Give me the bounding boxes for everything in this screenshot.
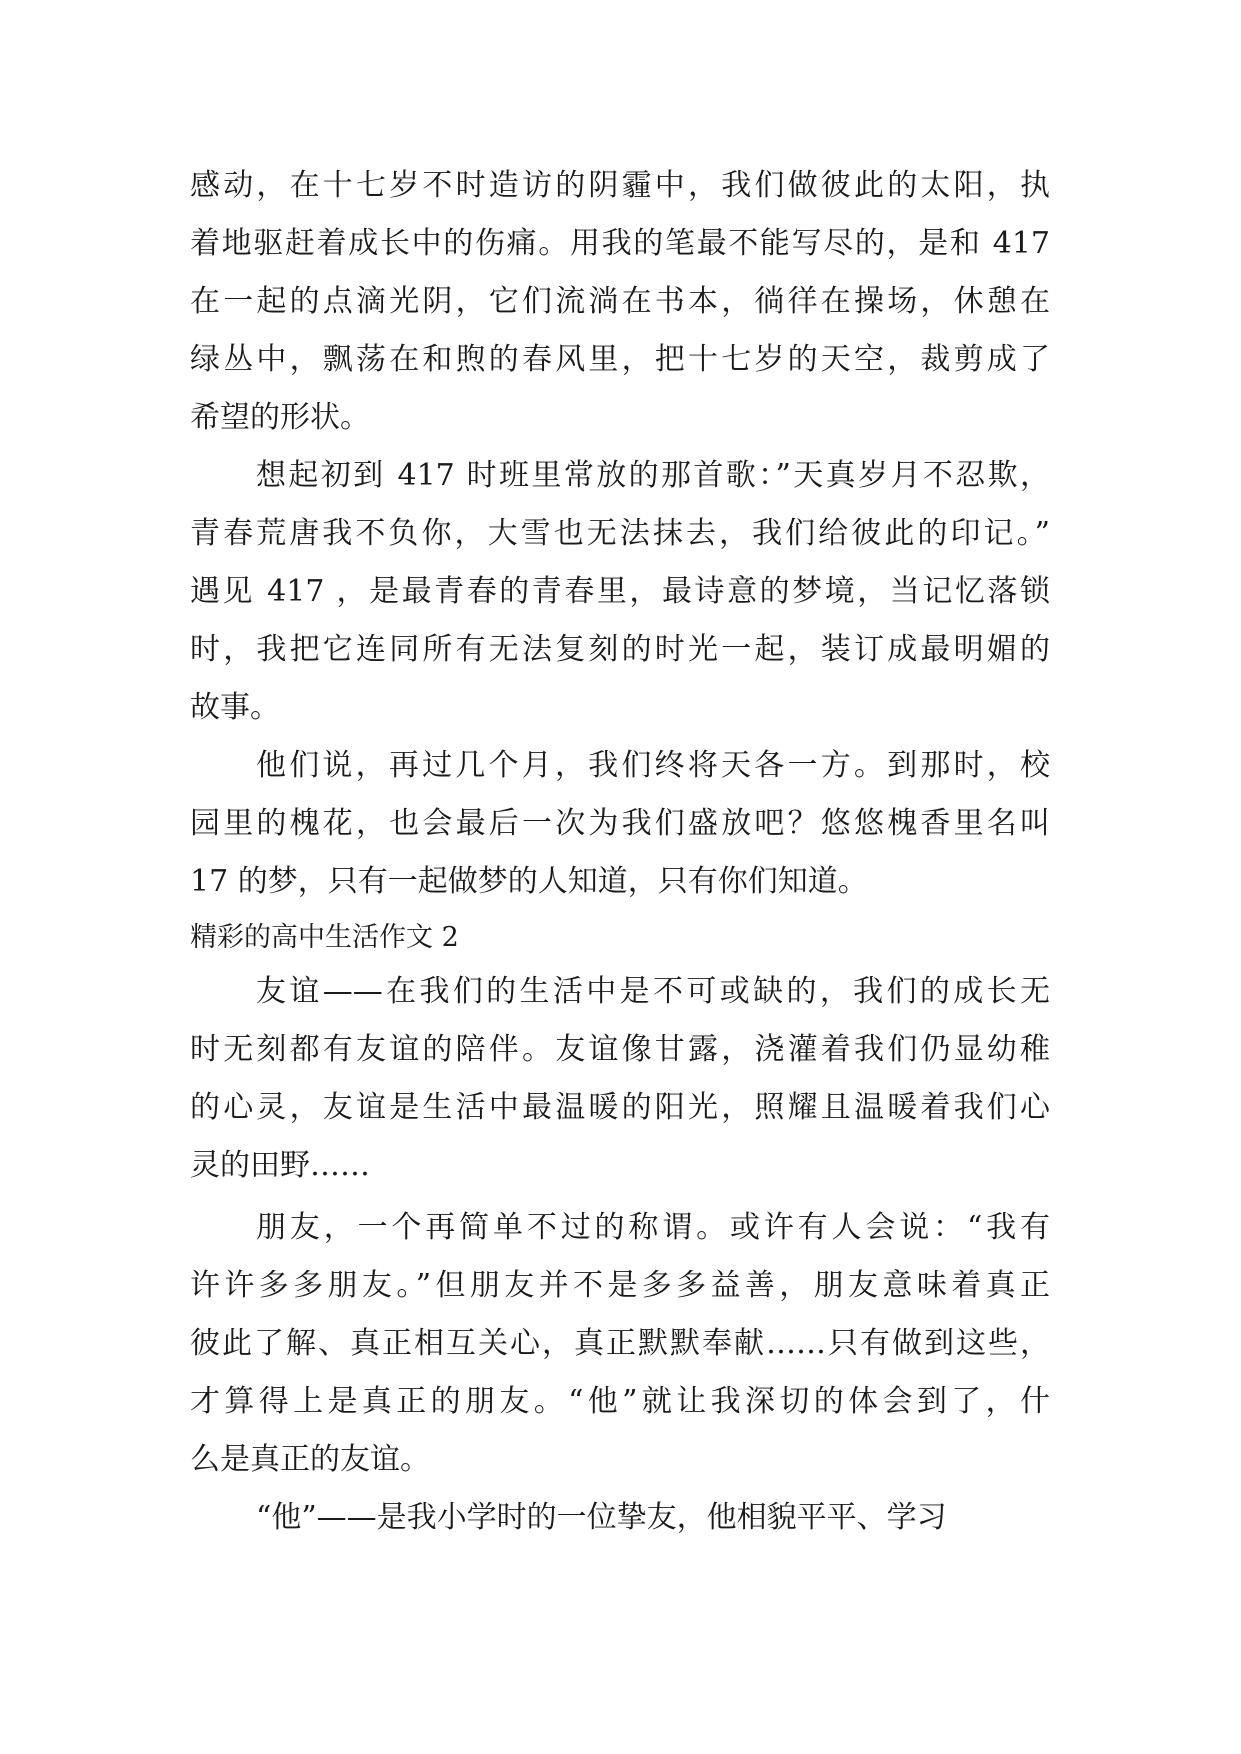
text-line: 17 的梦，只有一起做梦的人知道，只有你们知道。 bbox=[190, 864, 868, 899]
text-line: 的心灵，友谊是生活中最温暖的阳光，照耀且温暖着我们心 bbox=[190, 1090, 1050, 1125]
text-line: 他们说，再过几个月，我们终将天各一方。到那时，校 bbox=[256, 748, 1050, 783]
section-heading: 精彩的高中生活作文 2 bbox=[190, 922, 459, 953]
text-line: 故事。 bbox=[190, 690, 280, 725]
text-line: 友谊——在我们的生活中是不可或缺的，我们的成长无 bbox=[256, 974, 1050, 1009]
text-line: 着地驱赶着成长中的伤痛。用我的笔最不能写尽的，是和 417 bbox=[190, 226, 1050, 261]
text-line: 想起初到 417 时班里常放的那首歌：”天真岁月不忍欺， bbox=[256, 458, 1050, 493]
text-line: 园里的槐花，也会最后一次为我们盛放吧？悠悠槐香里名叫 bbox=[190, 806, 1050, 841]
text-line: 许许多多朋友。”但朋友并不是多多益善，朋友意味着真正 bbox=[190, 1268, 1050, 1303]
text-line: 感动，在十七岁不时造访的阴霾中，我们做彼此的太阳，执 bbox=[190, 168, 1050, 203]
text-line: 青春荒唐我不负你，大雪也无法抹去，我们给彼此的印记。” bbox=[190, 516, 1050, 551]
text-line: “他”——是我小学时的一位挚友，他相貌平平、学习 bbox=[256, 1500, 947, 1535]
text-line: 在一起的点滴光阴，它们流淌在书本，徜徉在操场，休憩在 bbox=[190, 284, 1050, 319]
text-line: 时无刻都有友谊的陪伴。友谊像甘露，浇灌着我们仍显幼稚 bbox=[190, 1032, 1050, 1067]
text-line: 么是真正的友谊。 bbox=[190, 1442, 430, 1477]
text-line: 朋友，一个再简单不过的称谓。或许有人会说：“我有 bbox=[256, 1210, 1050, 1245]
text-line: 遇见 417 ，是最青春的青春里，最诗意的梦境，当记忆落锁 bbox=[190, 574, 1050, 609]
text-line: 才算得上是真正的朋友。“他”就让我深切的体会到了，什 bbox=[190, 1384, 1050, 1419]
text-line: 灵的田野…… bbox=[190, 1148, 370, 1183]
text-line: 彼此了解、真正相互关心，真正默默奉献……只有做到这些， bbox=[190, 1326, 1050, 1361]
text-line: 时，我把它连同所有无法复刻的时光一起，装订成最明媚的 bbox=[190, 632, 1050, 667]
text-line: 希望的形状。 bbox=[190, 400, 370, 435]
text-line: 绿丛中，飘荡在和煦的春风里，把十七岁的天空，裁剪成了 bbox=[190, 342, 1050, 377]
